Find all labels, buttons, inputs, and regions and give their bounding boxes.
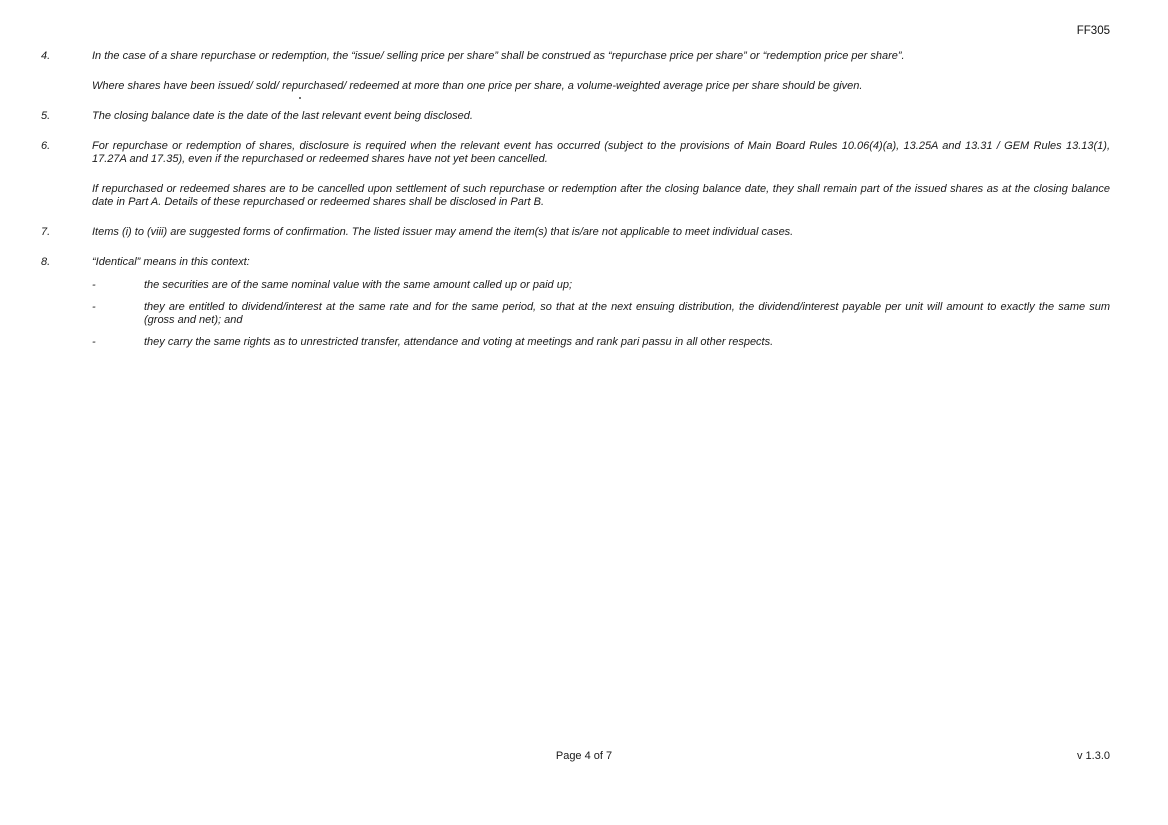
- note-number: 6.: [41, 140, 51, 152]
- dash-marker: -: [92, 279, 96, 291]
- note-item-4: [41, 50, 1110, 110]
- note-number: 5.: [41, 110, 51, 122]
- note-number: 4.: [41, 50, 51, 62]
- note-paragraph: “Identical” means in this context:: [92, 256, 250, 268]
- sub-item-text: they are entitled to dividend/interest at the same rate and for the same period, so that at the next ensuing distribution, the dividend/interest payable per unit will amount to exactly the same sum (gross and net); and: [144, 301, 1110, 326]
- note-paragraph: Items (i) to (viii) are suggested forms of confirmation. The listed issuer may amend the item(s) that is/are not applicable to meet individual cases.: [92, 226, 794, 238]
- note-paragraph: For repurchase or redemption of shares, disclosure is required when the relevant event has occurred (subject to the provisions of Main Board Rules 10.06(4)(a), 13.25A and 13.31 / GEM Rules 13.13(1), 17.27A and 17.35), even if the repurchased or redeemed shares have not yet been cancelled.: [92, 140, 1110, 165]
- notes-list: [41, 50, 1110, 358]
- note-item-8: [41, 256, 1110, 358]
- version-label: v 1.3.0: [1076, 750, 1110, 762]
- form-code-label: FF305: [1076, 25, 1110, 37]
- page-number-label: Page 4 of 7: [555, 750, 613, 762]
- note-number: 8.: [41, 256, 51, 268]
- note-paragraph: The closing balance date is the date of the last relevant event being disclosed.: [92, 110, 473, 122]
- dash-marker: -: [92, 301, 96, 313]
- note-item-7: [41, 226, 1110, 256]
- note-item-6: [41, 140, 1110, 226]
- dash-marker: -: [92, 336, 96, 348]
- note-body: [92, 50, 1110, 110]
- note-paragraph: If repurchased or redeemed shares are to be cancelled upon settlement of such repurchase or redemption after the closing balance date, they shall remain part of the issued shares as at the closing balance date in Part A. Details of these repurchased or redeemed shares shall be disclosed in Part B.: [92, 183, 1110, 208]
- note-body: [92, 110, 1110, 140]
- note-number: 7.: [41, 226, 51, 238]
- note-sub-item: [92, 336, 1110, 349]
- note-sub-item: [92, 279, 1110, 292]
- note-item-5: [41, 110, 1110, 140]
- note-paragraph: In the case of a share repurchase or redemption, the “issue/ selling price per share” shall be construed as “repurchase price per share” or “redemption price per share”.: [92, 50, 905, 62]
- note-paragraph: Where shares have been issued/ sold/ repurchased/ redeemed at more than one price per share, a volume-weighted average price per share should be given.: [92, 80, 863, 92]
- note-sub-item: [92, 301, 1110, 327]
- note-body: [92, 256, 1110, 358]
- sub-item-text: they carry the same rights as to unrestricted transfer, attendance and voting at meetings and rank pari passu in all other respects.: [144, 336, 774, 348]
- note-body: [92, 140, 1110, 226]
- note-body: [92, 226, 1110, 256]
- sub-item-text: the securities are of the same nominal value with the same amount called up or paid up;: [144, 279, 573, 291]
